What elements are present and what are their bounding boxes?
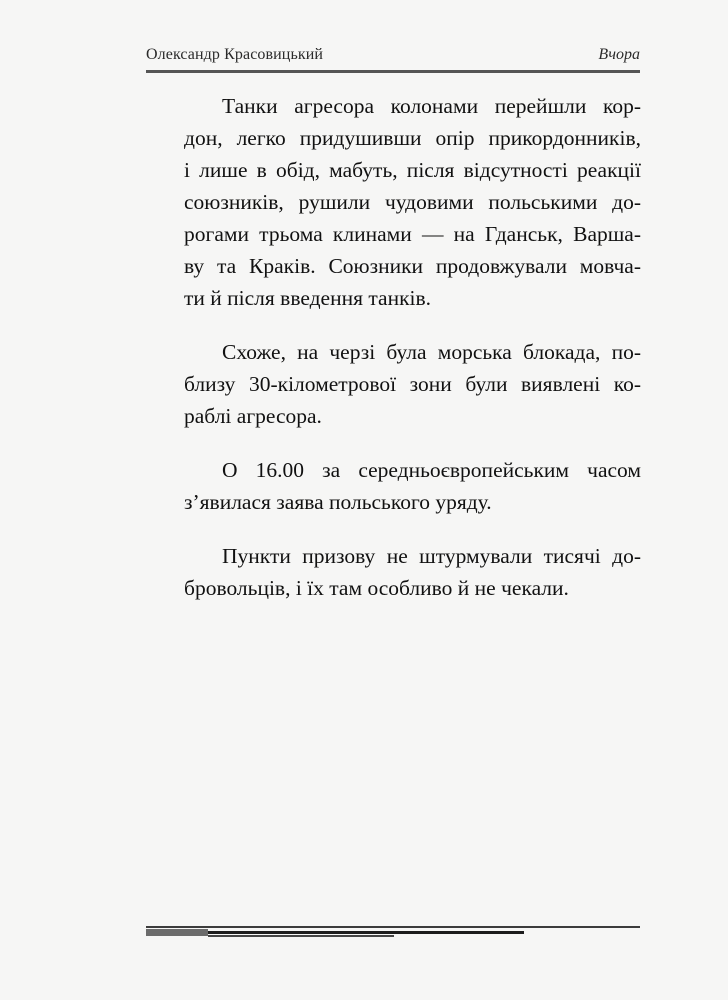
header-rule — [146, 70, 640, 73]
text-line: союзників, рушили чудовими польськими до- — [184, 190, 641, 214]
text-line: дон, легко придушивши опір прикордонників, — [184, 126, 641, 150]
text-line: Пункти призову не штурмували тисячі до- — [222, 544, 641, 568]
body-text — [146, 90, 641, 626]
text-line: Танки агресора колонами перейшли кор- — [222, 94, 641, 118]
text-line: і лише в обід, мабуть, після відсутності реакції — [184, 158, 641, 182]
footer-rule-lower-line — [208, 935, 394, 937]
text-line: раблі агресора. — [184, 404, 322, 428]
paragraph-4 — [146, 540, 641, 604]
text-line: ти й після введення танків. — [184, 286, 432, 310]
paragraph-2 — [146, 336, 641, 432]
footer-rule-middle-line — [208, 931, 524, 934]
text-line: рогами трьома клинами — на Гданськ, Варша- — [184, 222, 641, 246]
text-line: бровольців, і їх там особливо й не чекали. — [184, 576, 569, 600]
paragraph-1 — [146, 90, 641, 314]
running-head-book-title: Вчора — [598, 46, 640, 63]
footer-rule-top-line — [146, 926, 640, 928]
footer-rule — [146, 926, 640, 938]
footer-rule-thick-segment — [146, 929, 208, 936]
text-line: ву та Краків. Союзники продовжували мовча- — [184, 254, 641, 278]
text-line: близу 30-кілометрової зони були виявлені ко- — [184, 372, 641, 396]
paragraph-3 — [146, 454, 641, 518]
running-head-author: Олександр Красовицький — [146, 46, 324, 63]
text-line: з’явилася заява польського уряду. — [184, 490, 492, 514]
text-line: Схоже, на черзі була морська блокада, по- — [222, 340, 641, 364]
text-line: О 16.00 за середньоєвропейським часом — [222, 458, 641, 482]
